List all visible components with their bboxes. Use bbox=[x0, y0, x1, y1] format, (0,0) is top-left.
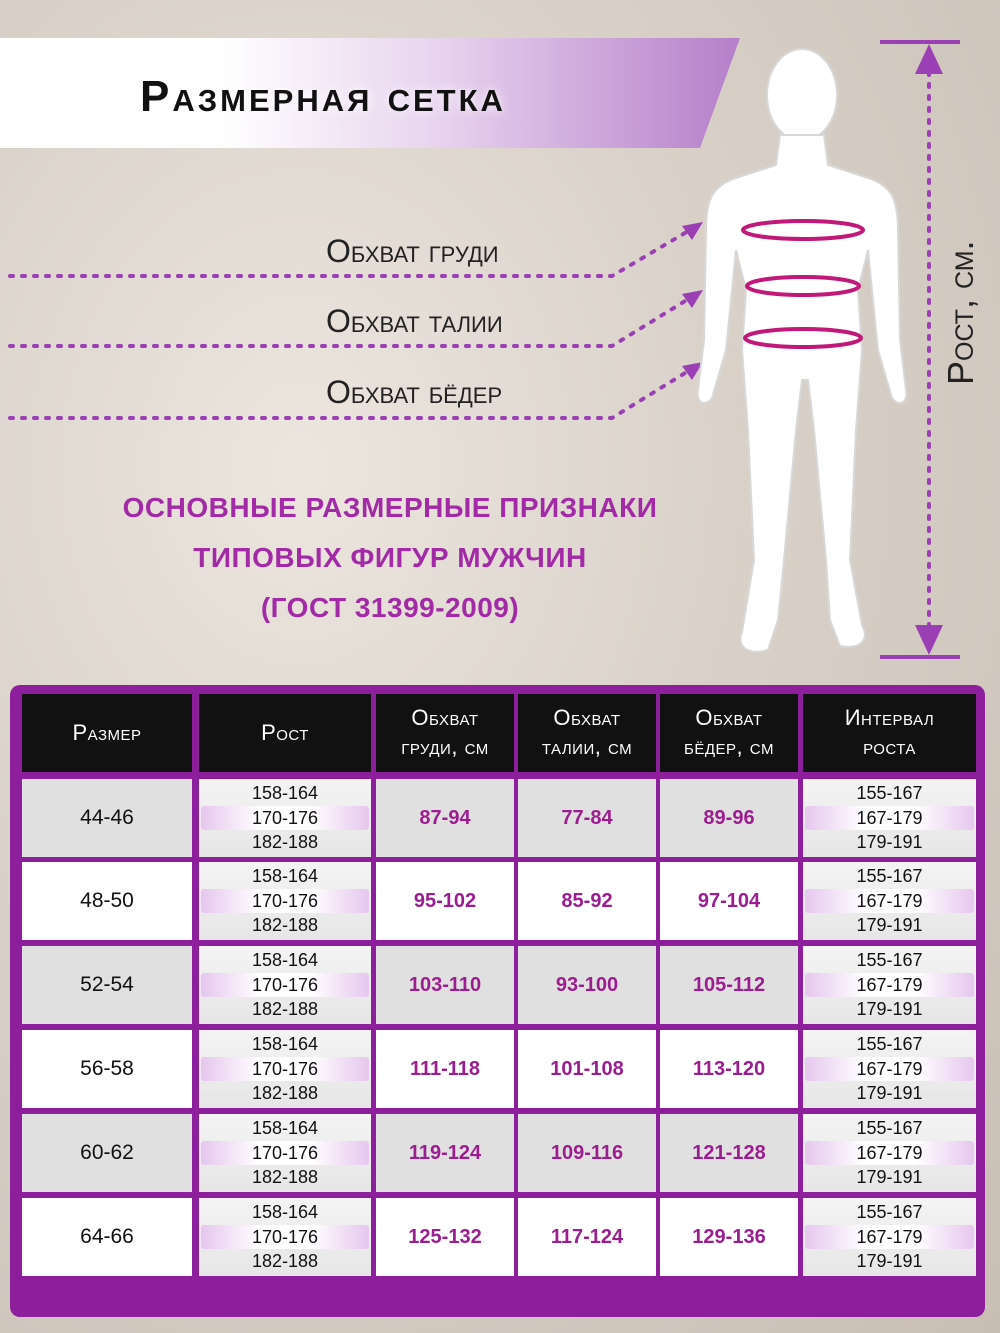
interval-cell bbox=[803, 1198, 976, 1276]
size-cell: 52-54 bbox=[22, 946, 192, 1024]
interval-value: 179-191 bbox=[856, 832, 923, 853]
page-title: Размерная сетка bbox=[140, 72, 506, 121]
heading-line-1: ОСНОВНЫЕ РАЗМЕРНЫЕ ПРИЗНАКИ bbox=[122, 492, 658, 523]
header-chest-text: Обхват bbox=[411, 705, 479, 731]
height-value: 182-188 bbox=[251, 1167, 319, 1188]
interval-cell bbox=[803, 862, 976, 940]
interval-value: 155-167 bbox=[856, 783, 923, 804]
height-value: 182-188 bbox=[251, 999, 319, 1020]
height-up-arrow-icon bbox=[915, 44, 943, 74]
height-cell bbox=[199, 1030, 371, 1108]
header-chest bbox=[376, 694, 514, 772]
waist-cell: 85-92 bbox=[518, 862, 656, 940]
interval-value: 179-191 bbox=[856, 1083, 923, 1104]
interval-value: 179-191 bbox=[856, 1167, 923, 1188]
interval-value: 179-191 bbox=[856, 999, 923, 1020]
interval-value: 167-179 bbox=[805, 1225, 974, 1250]
waist-arrow-icon bbox=[682, 290, 703, 308]
height-value: 170-176 bbox=[201, 1057, 369, 1082]
height-down-arrow-icon bbox=[915, 625, 943, 655]
header-interval-text: роста bbox=[863, 734, 916, 759]
header-height bbox=[199, 694, 371, 772]
chest-guide-line bbox=[10, 230, 690, 276]
hips-cell: 105-112 bbox=[660, 946, 798, 1024]
chest-cell: 103-110 bbox=[376, 946, 514, 1024]
waist-cell: 109-116 bbox=[518, 1114, 656, 1192]
interval-value: 179-191 bbox=[856, 915, 923, 936]
height-value: 170-176 bbox=[201, 889, 369, 914]
hips-cell: 129-136 bbox=[660, 1198, 798, 1276]
hips-cell: 121-128 bbox=[660, 1114, 798, 1192]
interval-value: 179-191 bbox=[856, 1251, 923, 1272]
header-interval-text: Интервал bbox=[844, 705, 935, 731]
height-value: 158-164 bbox=[251, 866, 319, 887]
chest-label: Обхват груди bbox=[326, 233, 499, 269]
waist-guide-line bbox=[10, 298, 690, 346]
hips-guide-line bbox=[10, 370, 690, 418]
header-chest-text: груди, см bbox=[401, 734, 489, 759]
interval-value: 155-167 bbox=[856, 866, 923, 887]
header-interval bbox=[803, 694, 976, 772]
interval-cell bbox=[803, 1114, 976, 1192]
waist-cell: 101-108 bbox=[518, 1030, 656, 1108]
size-cell: 56-58 bbox=[22, 1030, 192, 1108]
height-value: 158-164 bbox=[251, 1118, 319, 1139]
height-value: 170-176 bbox=[201, 973, 369, 998]
hips-cell: 89-96 bbox=[660, 779, 798, 857]
waist-cell: 77-84 bbox=[518, 779, 656, 857]
height-value: 158-164 bbox=[251, 950, 319, 971]
header-hips bbox=[660, 694, 798, 772]
header-waist bbox=[518, 694, 656, 772]
interval-cell bbox=[803, 946, 976, 1024]
header-waist-text: Обхват bbox=[553, 705, 621, 731]
waist-cell: 93-100 bbox=[518, 946, 656, 1024]
height-value: 158-164 bbox=[251, 1034, 319, 1055]
height-value: 158-164 bbox=[251, 783, 319, 804]
interval-value: 155-167 bbox=[856, 950, 923, 971]
interval-value: 167-179 bbox=[805, 973, 974, 998]
height-cell bbox=[199, 946, 371, 1024]
size-cell: 48-50 bbox=[22, 862, 192, 940]
height-value: 170-176 bbox=[201, 1225, 369, 1250]
interval-value: 167-179 bbox=[805, 1057, 974, 1082]
chest-cell: 95-102 bbox=[376, 862, 514, 940]
header-waist-text: талии, см bbox=[541, 734, 633, 759]
heading-line-2: ТИПОВЫХ ФИГУР МУЖЧИН bbox=[193, 542, 587, 573]
chest-cell: 125-132 bbox=[376, 1198, 514, 1276]
height-value: 182-188 bbox=[251, 1083, 319, 1104]
height-value: 158-164 bbox=[251, 1202, 319, 1223]
chest-cell: 119-124 bbox=[376, 1114, 514, 1192]
header-hips-text: бёдер, см bbox=[684, 734, 774, 759]
size-cell: 60-62 bbox=[22, 1114, 192, 1192]
hips-label: Обхват бёдер bbox=[326, 374, 503, 410]
interval-value: 155-167 bbox=[856, 1034, 923, 1055]
heading-line-3: (ГОСТ 31399-2009) bbox=[260, 592, 520, 623]
size-cell: 64-66 bbox=[22, 1198, 192, 1276]
height-value: 170-176 bbox=[201, 1141, 369, 1166]
interval-value: 167-179 bbox=[805, 889, 974, 914]
chest-cell: 111-118 bbox=[376, 1030, 514, 1108]
height-cell bbox=[199, 1114, 371, 1192]
interval-cell bbox=[803, 1030, 976, 1108]
header-size-text: Размер bbox=[72, 719, 142, 745]
height-cell bbox=[199, 1198, 371, 1276]
hips-cell: 97-104 bbox=[660, 862, 798, 940]
interval-value: 155-167 bbox=[856, 1202, 923, 1223]
height-cell bbox=[199, 779, 371, 857]
interval-value: 167-179 bbox=[805, 806, 974, 831]
height-value: 182-188 bbox=[251, 1251, 319, 1272]
height-value: 170-176 bbox=[201, 806, 369, 831]
interval-value: 167-179 bbox=[805, 1141, 974, 1166]
height-value: 182-188 bbox=[251, 832, 319, 853]
hips-cell: 113-120 bbox=[660, 1030, 798, 1108]
header-height-text: Рост bbox=[261, 719, 309, 745]
waist-cell: 117-124 bbox=[518, 1198, 656, 1276]
waist-label: Обхват талии bbox=[326, 303, 503, 339]
height-label: Рост, см. bbox=[940, 240, 981, 385]
height-value: 182-188 bbox=[251, 915, 319, 936]
interval-cell bbox=[803, 779, 976, 857]
size-cell: 44-46 bbox=[22, 779, 192, 857]
chest-cell: 87-94 bbox=[376, 779, 514, 857]
header-size bbox=[22, 694, 192, 772]
interval-value: 155-167 bbox=[856, 1118, 923, 1139]
header-hips-text: Обхват bbox=[695, 705, 763, 731]
height-cell bbox=[199, 862, 371, 940]
